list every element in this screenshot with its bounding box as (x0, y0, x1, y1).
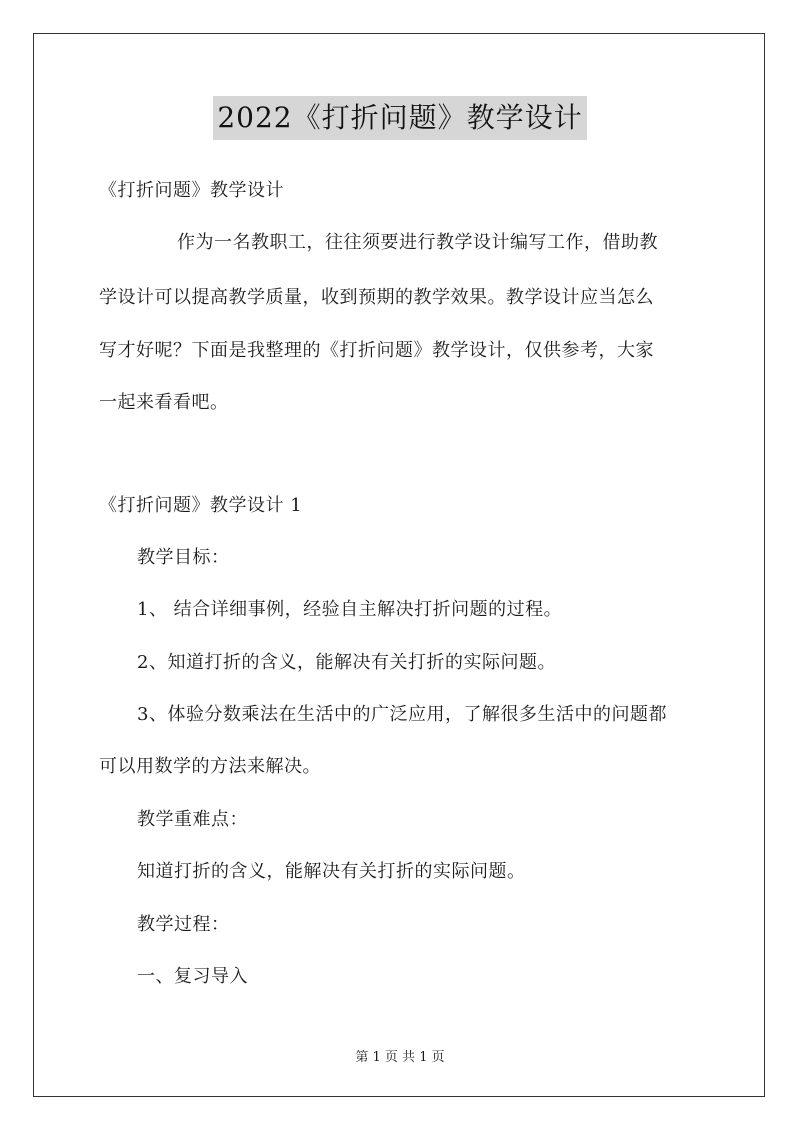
goal-item-3-line: 3、体验分数乘法在生活中的广泛应用，了解很多生活中的问题都 (137, 704, 667, 725)
key-points-text: 知道打折的含义，能解决有关打折的实际问题。 (137, 861, 526, 882)
goal-item-1: 1、 结合详细事例，经验自主解决打折问题的过程。 (137, 599, 563, 620)
intro-paragraph-line: 一起来看看吧。 (99, 392, 229, 413)
document-title: 2022《打折问题》教学设计 (213, 96, 586, 140)
goal-item-3-line: 可以用数学的方法来解决。 (99, 756, 321, 777)
key-points-label: 教学重难点： (137, 809, 248, 830)
intro-paragraph-line: 写才好呢？下面是我整理的《打折问题》教学设计，仅供参考，大家 (99, 340, 654, 361)
process-step-1: 一、复习导入 (137, 966, 248, 987)
section-heading: 《打折问题》教学设计 1 (99, 495, 303, 516)
intro-paragraph-line: 作为一名教职工，往往须要进行教学设计编写工作，借助教 (177, 232, 658, 253)
goals-label: 教学目标： (137, 547, 230, 568)
goal-item-2: 2、知道打折的含义，能解决有关打折的实际问题。 (137, 652, 556, 673)
process-label: 教学过程： (137, 914, 230, 935)
intro-paragraph-line: 学设计可以提高教学质量，收到预期的教学效果。教学设计应当怎么 (99, 287, 654, 308)
document-title-block (0, 96, 800, 140)
intro-heading: 《打折问题》教学设计 (99, 180, 284, 201)
page-footer: 第 1 页 共 1 页 (355, 1050, 445, 1065)
